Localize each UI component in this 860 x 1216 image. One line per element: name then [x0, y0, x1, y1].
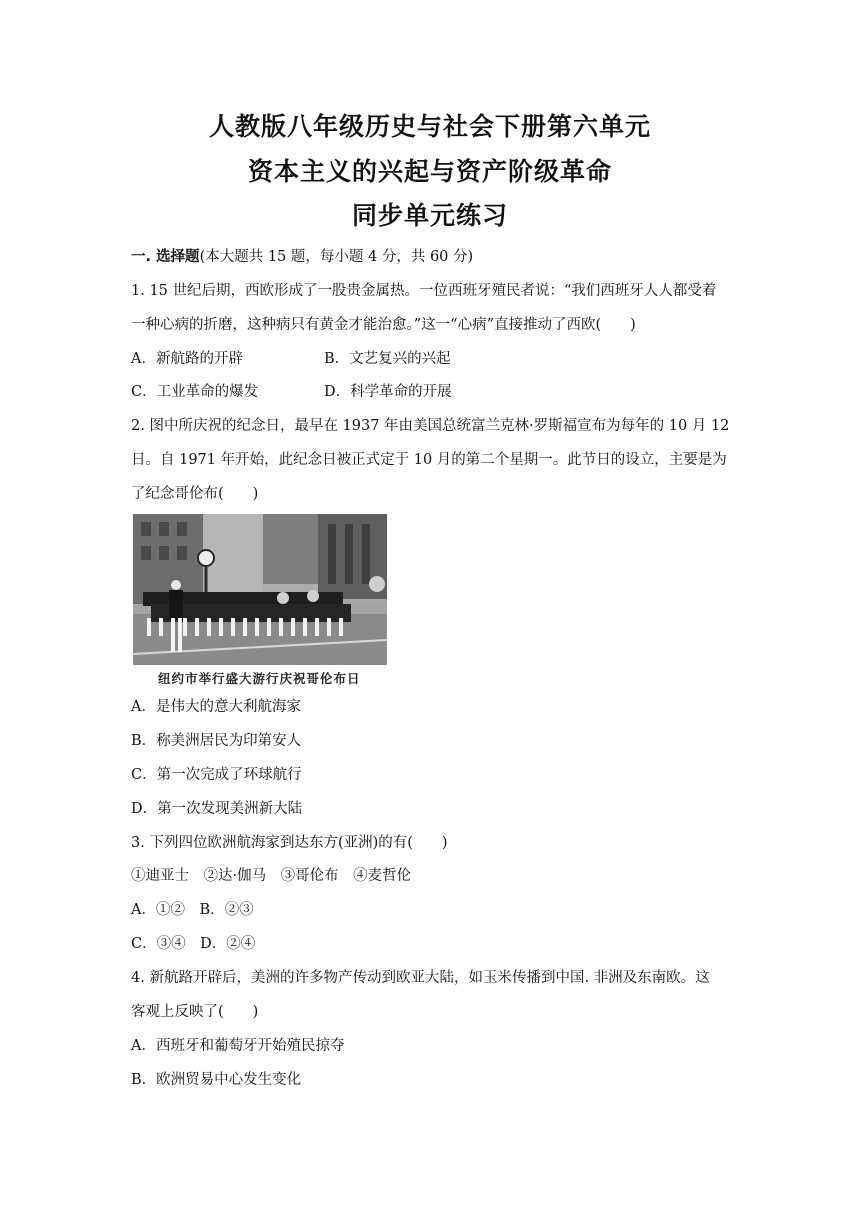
q2-text-line-2: 日。自 1971 年开始，此纪念日被正式定于 10 月的第二个星期一。此节日的设立，主要是为 [131, 452, 727, 468]
q3-items: ①迪亚士 ②达·伽马 ③哥伦布 ④麦哲伦 [131, 868, 412, 884]
parade-photo-image [133, 514, 387, 665]
q2-option-b: B．称美洲居民为印第安人 [131, 733, 302, 749]
q4-text-line-2: 客观上反映了( ) [131, 1004, 259, 1020]
title-line-3: 同步单元练习 [351, 201, 508, 230]
q3-options-row-2: C．③④ D．②④ [131, 936, 256, 952]
q2-option-d: D．第一次发现美洲新大陆 [131, 801, 303, 817]
q4-option-a: A．西班牙和葡萄牙开始殖民掠夺 [131, 1038, 345, 1054]
q1-option-b: B．文艺复兴的兴起 [324, 351, 451, 367]
q3-options-row-1: A．①② B．②③ [131, 902, 254, 918]
q3-text-line-1: 3. 下列四位欧洲航海家到达东方(亚洲)的有( ) [131, 835, 448, 851]
q1-text-line-1: 1. 15 世纪后期，西欧形成了一股贵金属热。一位西班牙殖民者说：“我们西班牙人人都受着 [131, 283, 717, 299]
q2-option-a: A．是伟大的意大利航海家 [131, 699, 301, 715]
q2-text-line-3: 了纪念哥伦布( ) [131, 486, 259, 502]
photo-caption: 纽约市举行盛大游行庆祝哥伦布日 [158, 671, 361, 686]
q4-option-b: B．欧洲贸易中心发生变化 [131, 1072, 302, 1088]
q1-options-row-2 [131, 382, 741, 402]
q1-text-line-2: 一种心病的折磨，这种病只有黄金才能治愈。”这一“心病”直接推动了西欧( ) [131, 317, 636, 333]
title-line-2: 资本主义的兴起与资产阶级革命 [247, 157, 612, 186]
parade-photo [133, 514, 387, 665]
q1-option-a: A．新航路的开辟 [131, 351, 243, 367]
q2-text-line-1: 2. 图中所庆祝的纪念日，最早在 1937 年由美国总统富兰克林·罗斯福宣布为每年的 10 月 12 [131, 418, 730, 434]
q4-text-line-1: 4. 新航路开辟后，美洲的许多物产传动到欧亚大陆，如玉米传播到中国. 非洲及东南欧。这 [131, 970, 710, 986]
title-line-1: 人教版八年级历史与社会下册第六单元 [208, 112, 651, 141]
section-heading-label: 一. 选择题 [131, 249, 200, 265]
q1-option-c: C．工业革命的爆发 [131, 384, 259, 400]
q1-options-row-1 [131, 349, 741, 369]
q2-option-c: C．第一次完成了环球航行 [131, 767, 302, 783]
section-heading-desc: (本大题共 15 题，每小题 4 分，共 60 分) [199, 249, 474, 265]
section-heading [131, 247, 741, 267]
q1-option-d: D．科学革命的开展 [324, 384, 452, 400]
